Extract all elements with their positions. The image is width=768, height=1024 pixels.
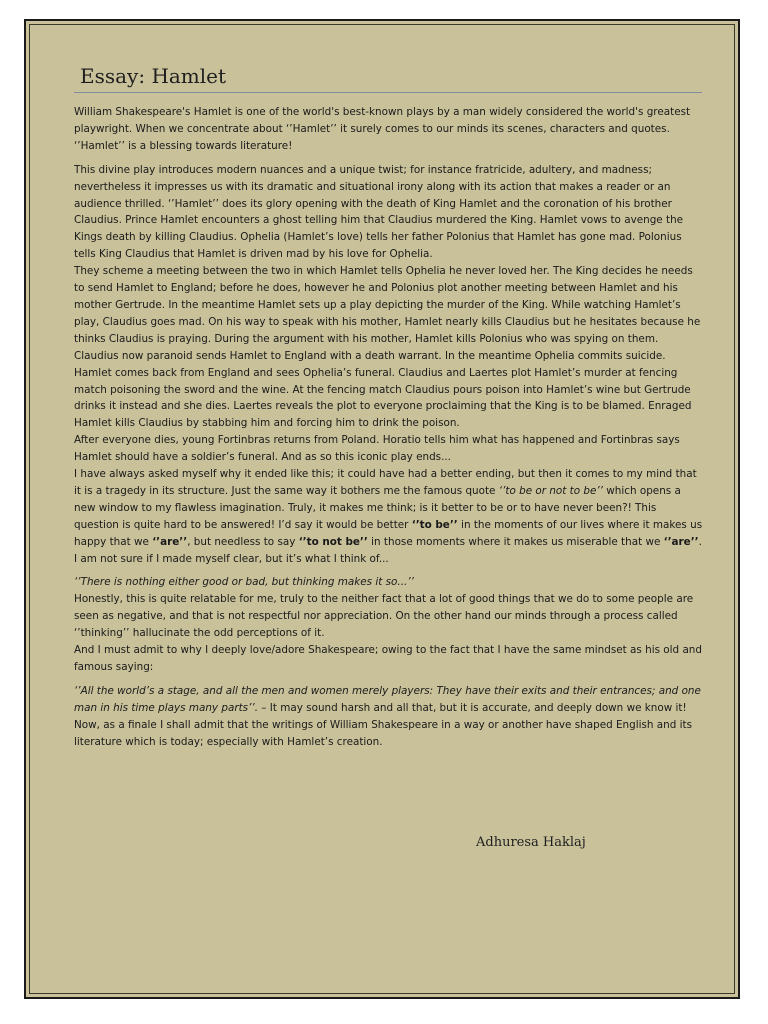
author-signature: Adhuresa Haklaj xyxy=(476,835,586,850)
quote-to-be-or-not: ‘’to be or not to be’’ xyxy=(498,484,603,497)
emphasis-to-not-be: ‘’to not be’’ xyxy=(298,535,368,548)
paragraph-plot-1: This divine play introduces modern nuances and a unique twist; for instance fratricide, adultery, and madness; nevertheless it impresses us with its dramatic and situational irony along with its action that makes a reader or an audience thrilled. ‘’Hamlet’’ does its glory opening with the death of King Hamlet and the coronation of his brother Claudius. Prince Hamlet encounters a ghost telling him that Claudius murdered the King. Hamlet vows to avenge the Kings death by killing Claudius. Ophelia (Hamlet’s love) tells her father Polonius that Hamlet has gone mad. Polonius tells King Claudius that Hamlet is driven mad by his love for Ophelia. xyxy=(74,163,684,261)
paragraph-reflection: I have always asked myself why it ended like this; it could have had a better ending, but then it comes to my mind that it is a tragedy in its structure. Just the same way it bothers me the famous quote ‘’to be or not to be’’ which opens a new window to my flawless imagination. Truly, it makes me think; is it better to be or to have never been?! This question is quite hard to be answered! I’d say it would be better ‘’to be’’ in the moments of our lives where it makes us happy that we ‘’are’’, but needless to say ‘’to not be’’ in those moments where it makes us miserable that we ‘’are’’. I am not sure if I made myself clear, but it’s what I think of... xyxy=(74,468,703,565)
paragraph-ending: After everyone dies, young Fortinbras returns from Poland. Horatio tells him what has happened and Fortinbras says Hamlet should have a soldier’s funeral. And as so this iconic play ends... xyxy=(74,434,680,464)
paragraph-admit: And I must admit to why I deeply love/adore Shakespeare; owing to the fact that I have the same mindset as his old and famous saying: xyxy=(74,644,702,673)
page-frame xyxy=(24,19,740,999)
paragraph-plot-3: Claudius now paranoid sends Hamlet to England with a death warrant. In the meantime Ophelia commits suicide. Hamlet comes back from England and sees Ophelia’s funeral. Claudius and Laertes plot Hamlet’s murder at fencing match poisoning the sword and the wine. At the fencing match Claudius pours poison into Hamlet’s wine but Gertrude drinks it instead and she dies. Laertes reveals the plot to everyone proclaiming that the King is to be blamed. Enraged Hamlet kills Claudius by stabbing him and forcing him to drink the poison. xyxy=(74,349,692,430)
paragraph-finale: ‘’All the world’s a stage, and all the men and women merely players: They have their exits and their entrances; and one man in his time plays many parts’’. – It may sound harsh and all that, but it is accurate, and deeply down we know it! Now, as a finale I shall admit that the writings of William Shakespeare in a way or another have shaped English and its literature which is today; especially with Hamlet’s creation. xyxy=(74,684,701,748)
paragraph-relatable: Honestly, this is quite relatable for me, truly to the neither fact that a lot of good things that we do to some people are seen as negative, and that is not respectful nor appreciation. On the other hand our minds through a process called ‘’thinking’’ hallucinate the odd perceptions of it. xyxy=(74,593,694,640)
essay-body xyxy=(74,104,704,751)
emphasis-are: ‘’are’’ xyxy=(663,535,699,548)
emphasis-are: ‘’are’’ xyxy=(152,535,188,548)
paragraph-intro: William Shakespeare's Hamlet is one of the world's best-known plays by a man widely considered the world's greatest playwright. When we concentrate about ‘’Hamlet’’ it surely comes to our minds its scenes, characters and quotes. ‘’Hamlet’’ is a blessing towards literature! xyxy=(74,106,691,152)
emphasis-to-be: ‘’to be’’ xyxy=(411,518,458,531)
page-inner-border xyxy=(29,24,735,994)
paragraph-plot-2: They scheme a meeting between the two in which Hamlet tells Ophelia he never loved her. The King decides he needs to send Hamlet to England; before he does, however he and Polonius plot another meeting between Hamlet and his mother Gertrude. In the meantime Hamlet sets up a play depicting the murder of the King. While watching Hamlet’s play, Claudius goes mad. On his way to speak with his mother, Hamlet nearly kills Claudius but he hesitates because he thinks Claudius is praying. During the argument with his mother, Hamlet kills Polonius who was spying on them. xyxy=(74,265,701,345)
essay-title: Essay: Hamlet xyxy=(80,64,227,88)
quote-nothing-good-or-bad: ‘’There is nothing either good or bad, but thinking makes it so...’’ xyxy=(74,576,414,589)
quote-worlds-a-stage: ‘’All the world’s a stage, and all the men and women merely players: They have their exits and their entrances; and one man in his time plays many parts’’. xyxy=(74,684,701,714)
title-underline xyxy=(74,92,702,93)
